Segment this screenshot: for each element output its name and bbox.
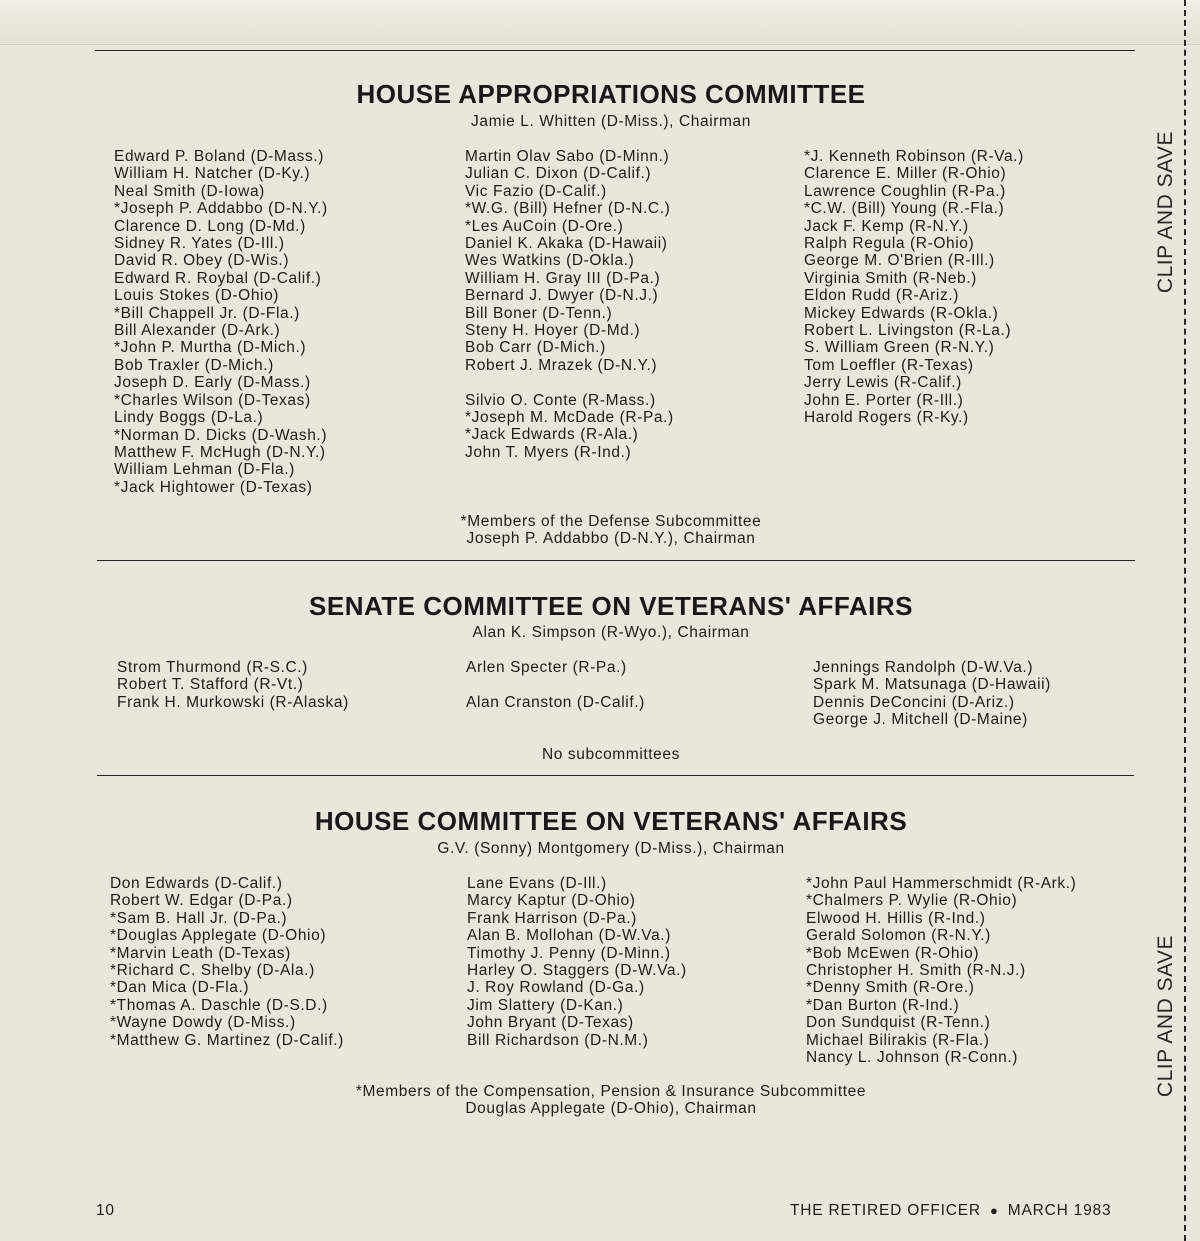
member-entry: Bill Richardson (D-N.M.) [467,1031,649,1049]
member-entry: Harley O. Staggers (D-W.Va.) [467,962,687,980]
member-entry: *W.G. (Bill) Hefner (D-N.C.) [465,200,671,218]
member-entry: *Sam B. Hall Jr. (D-Pa.) [110,909,288,927]
note-line: Douglas Applegate (D-Ohio), Chairman [465,1100,757,1118]
member-entry: Daniel K. Akaka (D-Hawaii) [465,235,668,253]
member-entry: William H. Gray III (D-Pa.) [465,269,661,287]
note-line: No subcommittees [542,746,680,763]
issue-date: MARCH 1983 [1007,1202,1112,1219]
subcommittee-note [0,1083,1200,1118]
member-entry: Sidney R. Yates (D-Ill.) [114,235,285,253]
member-entry: Marcy Kaptur (D-Ohio) [467,892,636,910]
member-entry: Lindy Boggs (D-La.) [114,409,264,427]
member-entry: Lawrence Coughlin (R-Pa.) [804,182,1006,200]
section-title: SENATE COMMITTEE ON VETERANS' AFFAIRS [309,591,913,621]
member-entry: Strom Thurmond (R-S.C.) [117,659,308,676]
member-entry: *Les AuCoin (D-Ore.) [465,217,624,235]
member-column [806,875,1076,1066]
member-entry: S. William Green (R-N.Y.) [804,339,995,357]
member-entry: Arlen Specter (R-Pa.) [466,659,627,676]
member-entry: Timothy J. Penny (D-Minn.) [467,944,671,962]
member-entry: Matthew F. McHugh (D-N.Y.) [114,443,326,461]
member-entry: Neal Smith (D-Iowa) [114,182,265,200]
member-entry: *Joseph M. McDade (R-Pa.) [465,409,674,427]
member-entry: Eldon Rudd (R-Ariz.) [804,287,959,305]
member-entry: *Dan Burton (R-Ind.) [806,996,960,1014]
member-column [114,148,328,496]
member-entry: Spark M. Matsunaga (D-Hawaii) [813,676,1051,694]
member-entry: Clarence E. Miller (R-Ohio) [804,165,1007,183]
member-entry: Bob Traxler (D-Mich.) [114,356,274,374]
member-entry: David R. Obey (D-Wis.) [114,252,290,270]
member-entry: Alan Cranston (D-Calif.) [466,693,645,711]
clip-and-save-label-top: CLIP AND SAVE [1154,130,1177,294]
member-entry: Dennis DeConcini (D-Ariz.) [813,693,1015,711]
note-line: *Members of the Defense Subcommittee [460,513,762,530]
member-entry: Silvio O. Conte (R-Mass.) [465,391,656,409]
member-column [466,659,645,711]
member-entry: Wes Watkins (D-Okla.) [465,252,635,270]
member-entry: Ralph Regula (R-Ohio) [804,235,975,253]
member-entry: William Lehman (D-Fla.) [114,461,295,479]
section-chairman: Jamie L. Whitten (D-Miss.), Chairman [471,113,751,130]
member-entry: Edward R. Roybal (D-Calif.) [114,269,322,287]
member-entry: Tom Loeffler (R-Texas) [804,356,974,374]
member-entry: Louis Stokes (D-Ohio) [114,287,280,305]
member-entry: John E. Porter (R-Ill.) [804,391,964,409]
member-entry: *Chalmers P. Wylie (R-Ohio) [806,892,1018,910]
member-entry: Lane Evans (D-Ill.) [467,875,607,892]
member-entry: *Douglas Applegate (D-Ohio) [110,927,327,945]
member-entry: *Dan Mica (D-Fla.) [110,979,250,997]
note-line: Joseph P. Addabbo (D-N.Y.), Chairman [466,530,756,548]
bullet-separator: ● [989,1203,999,1218]
member-entry: *John Paul Hammerschmidt (R-Ark.) [806,875,1077,892]
divider-rule-top [95,50,1135,51]
member-entry: Michael Bilirakis (R-Fla.) [806,1031,990,1049]
member-entry: *Norman D. Dicks (D-Wash.) [114,426,328,444]
member-entry: *C.W. (Bill) Young (R.-Fla.) [804,200,1005,218]
member-column [467,875,687,1049]
member-entry: Jennings Randolph (D-W.Va.) [813,659,1034,676]
member-entry: George J. Mitchell (D-Maine) [813,711,1028,729]
member-entry: John Bryant (D-Texas) [467,1014,634,1032]
member-entry: J. Roy Rowland (D-Ga.) [467,979,645,997]
member-entry: Jack F. Kemp (R-N.Y.) [804,217,969,235]
member-entry: Frank Harrison (D-Pa.) [467,909,637,927]
member-column [465,148,674,461]
member-entry: Robert L. Livingston (R-La.) [804,322,1012,340]
member-entry: *Thomas A. Daschle (D-S.D.) [110,996,328,1014]
member-entry: Clarence D. Long (D-Md.) [114,217,306,235]
member-entry: *Bob McEwen (R-Ohio) [806,944,980,962]
member-entry: Bill Boner (D-Tenn.) [465,304,613,322]
note-line: *Members of the Compensation, Pension & Insurance Subcommittee [355,1083,867,1100]
section-title: HOUSE COMMITTEE ON VETERANS' AFFAIRS [314,806,908,836]
member-entry: Steny H. Hoyer (D-Md.) [465,322,641,340]
member-entry: Nancy L. Johnson (R-Conn.) [806,1049,1019,1067]
member-column [117,659,349,711]
member-entry: *Charles Wilson (D-Texas) [114,391,311,409]
member-entry: Don Sundquist (R-Tenn.) [806,1014,991,1032]
member-entry: Robert J. Mrazek (D-N.Y.) [465,356,658,374]
member-entry: Joseph D. Early (D-Mass.) [114,374,311,392]
member-entry: *Richard C. Shelby (D-Ala.) [110,962,315,980]
member-entry: *Marvin Leath (D-Texas) [110,944,291,962]
publication-name: THE RETIRED OFFICER [790,1202,981,1219]
member-entry: John T. Myers (R-Ind.) [465,443,632,461]
member-entry: Robert T. Stafford (R-Vt.) [117,676,304,694]
member-entry: *Joseph P. Addabbo (D-N.Y.) [114,200,328,218]
divider-rule [97,775,1134,776]
page-number: 10 [96,1202,115,1219]
member-entry: Christopher H. Smith (R-N.J.) [806,962,1026,980]
member-entry: Robert W. Edgar (D-Pa.) [110,892,293,910]
publication-line [790,1202,1111,1220]
section-chairman: G.V. (Sonny) Montgomery (D-Miss.), Chairman [437,840,785,857]
member-entry: Edward P. Boland (D-Mass.) [114,148,325,165]
member-entry: *Wayne Dowdy (D-Miss.) [110,1014,296,1032]
member-entry: Alan B. Mollohan (D-W.Va.) [467,927,671,945]
member-column [813,659,1051,729]
member-column [804,148,1024,427]
subcommittee-note [0,746,1200,763]
member-entry: *John P. Murtha (D-Mich.) [114,339,307,357]
member-entry: Julian C. Dixon (D-Calif.) [465,165,652,183]
page-top-band [0,0,1200,45]
member-entry: Frank H. Murkowski (R-Alaska) [117,693,349,711]
member-entry: Gerald Solomon (R-N.Y.) [806,927,991,945]
member-entry: Bernard J. Dwyer (D-N.J.) [465,287,659,305]
member-entry: Martin Olav Sabo (D-Minn.) [465,148,670,165]
member-column [110,875,344,1049]
divider-rule [97,560,1135,561]
member-entry: Harold Rogers (R-Ky.) [804,409,969,427]
section-chairman: Alan K. Simpson (R-Wyo.), Chairman [472,624,750,641]
member-entry: *Denny Smith (R-Ore.) [806,979,975,997]
member-entry: *Jack Edwards (R-Ala.) [465,426,639,444]
member-entry: Don Edwards (D-Calif.) [110,875,283,892]
section-title: HOUSE APPROPRIATIONS COMMITTEE [356,79,866,109]
clip-and-save-label-bottom: CLIP AND SAVE [1154,934,1177,1098]
column-gap [466,676,645,693]
member-entry: Mickey Edwards (R-Okla.) [804,304,999,322]
member-entry: Jim Slattery (D-Kan.) [467,996,624,1014]
member-entry: Elwood H. Hillis (R-Ind.) [806,909,986,927]
member-entry: *J. Kenneth Robinson (R-Va.) [804,148,1024,165]
member-entry: *Matthew G. Martinez (D-Calif.) [110,1031,344,1049]
member-entry: Virginia Smith (R-Neb.) [804,269,977,287]
member-entry: Jerry Lewis (R-Calif.) [804,374,962,392]
member-entry: George M. O'Brien (R-Ill.) [804,252,995,270]
member-entry: William H. Natcher (D-Ky.) [114,165,311,183]
column-gap [465,374,674,391]
member-entry: *Jack Hightower (D-Texas) [114,478,313,496]
member-entry: Bill Alexander (D-Ark.) [114,322,281,340]
subcommittee-note [0,513,1200,548]
member-entry: *Bill Chappell Jr. (D-Fla.) [114,304,300,322]
member-entry: Vic Fazio (D-Calif.) [465,182,607,200]
member-entry: Bob Carr (D-Mich.) [465,339,606,357]
